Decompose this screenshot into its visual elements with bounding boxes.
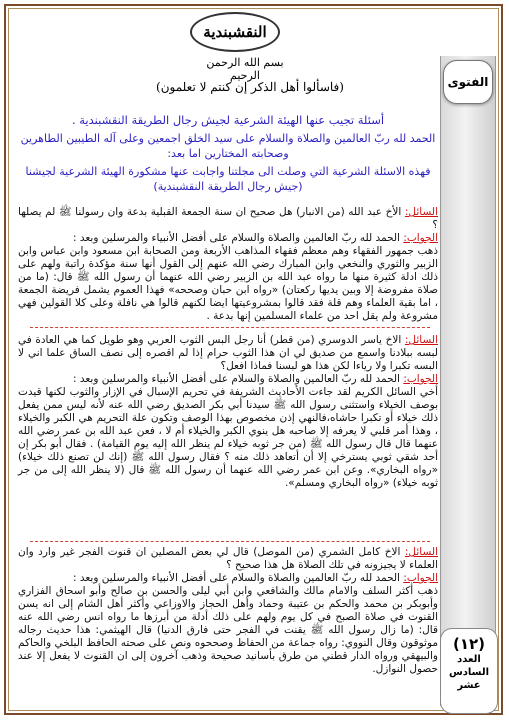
q3-answer-label: الجواب: (403, 572, 438, 584)
issue-badge (440, 628, 498, 714)
q2-block (18, 334, 438, 490)
q1-answer: ذهب جمهور الفقهاء وهم معظم فقهاء المذاهب الأربعة ومن الصحابة ابن مسعود وابن عباس وابن الزبير والثوري والنخعي وابن المبارك رضي الله عنهم إلى القول أنها سنة مؤكدة راتبة ولهم على ذلك ادلة كثيرة منها ما رواه عبد الله بن الزبير رضي الله عنهما أن رسول الله ﷺ قال: (ما من صلاة مفروضة إلا وبين يديها ركعتان) «رواه ابن حبان وصححه» فهذا العموم يشمل فريضة الجمعة ، اما بقية العلماء وهم قلة فقد قالوا بمشروعيتها ايضا لكنهم قالوا هي نافلة وعلى كلا القولين فهي مشروعة ولم يقل احد من علماء المسلمين إنها بدعة . (18, 245, 438, 322)
separator-1 (30, 327, 430, 328)
q3-asker-label: السائل: (404, 546, 438, 558)
q3-answer: ذهب أكثر السلف والامام مالك والشافعي وابن أبي ليلى والحسن بن صالح وأبو اسحاق الفزاري وأبوبكر بن محمد والحكم بن عتيبة وحماد وأهل الحجاز والاوزاعي وأكثر أهل الشام إلى انه يسن القنوت في صلاة الصبح في كل يوم ولهم على ذلك أدلة من أبرزها ما رواه انس رضي الله عنه قال: (ما زال رسول الله ﷺ يقنت في الفجر حتى فارق الدنيا) قال الهيثمي: هذا حديث رجاله موثوقون وقال النووي: رواه جماعة من الحفاظ وصححوه ونص على صحته الحافظ البلخي والحاكم والبيهقي ورواه الدار قطني من طرق بأسانيد صحيحة وذهب آخرون إلى ان القنوت لا يفعل إلا عند حصول النوازل. (18, 585, 438, 675)
q2-answer-intro: الحمد لله ربّ العالمين والصلاة والسلام على أفضل الأنبياء والمرسلين وبعد : (72, 373, 400, 385)
q2-question: الاخ ياسر الدوسري (من قطر) أنا رجل البس الثوب العربي وهو طويل كما هي العادة في لبسه ببلادنا واسمع من صديق لي ان هذا الثوب حرام إذا لم اقصره إلى نصف الساق علما اني لا البسه تكبرا ولا رياءا لكن هذا هو لبسنا فماذا افعل؟ (18, 334, 438, 372)
sidebar-strip (440, 56, 496, 706)
q3-block (18, 546, 438, 676)
basmala: بسم الله الرحمن الرحيم (206, 56, 284, 82)
issue-label-2: السادس (448, 667, 490, 678)
q3-answer-intro: الحمد لله ربّ العالمين والصلاة والسلام على أفضل الأنبياء والمرسلين وبعد : (72, 572, 400, 584)
page-number: (١٢) (452, 635, 486, 653)
section-tab: الفتوى (443, 60, 493, 104)
quran-verse: (فاسألوا أهل الذكر إن كنتم لا تعلمون) (156, 80, 344, 94)
intro-line-3: فهذه الاسئلة الشرعية التي وصلت الى مجلتنا واجابت عنها مشكورة الهيئة الشرعية لجيشنا (جيش رجال الطريقة النقشبندية) (25, 165, 431, 193)
q1-asker-label: السائل: (404, 206, 438, 218)
q2-answer-label: الجواب: (403, 373, 438, 385)
q1-block (18, 206, 438, 323)
issue-label-3: عشر (457, 680, 481, 691)
q1-answer-intro: الحمد لله ربّ العالمين والصلاة والسلام على أفضل الأنبياء والمرسلين وبعد : (72, 232, 400, 244)
intro-line-2: الحمد لله ربّ العالمين والصلاة والسلام على سيد الخلق اجمعين وعلى آله الطيبين الطاهرين وصحابته المختارين اما بعد: (20, 132, 436, 160)
q2-asker-label: السائل: (404, 334, 438, 346)
intro-line-1: أسئلة تجيب عنها الهيئة الشرعية لجيش رجال الطريقة النقشبندية . (71, 113, 385, 127)
q1-answer-label: الجواب: (403, 232, 438, 244)
logo: النقشبندية (190, 12, 280, 52)
separator-2 (30, 541, 430, 542)
q2-answer: أخي السائل الكريم لقد جاءت الأحاديث الشريفة في تحريم الإسبال في الإزار والثوب لكنها قيدت بوصف الخيلاء واستثنى رسول الله ﷺ سيدنا أبي بكر الصديق رضي الله عنه لأنه ليس ممن يفعل ذلك خيلاء أو تكبرا حاشاه،فالنهي إذن مخصوص بهذا الوصف وتكون علة التحريم هي الكبر والخيلاء ، وهذا أمر قلبي لا يعرفه إلا صاحبه هل ينوي الكبر والخيلاء أم لا ، فعن عبد الله بن عمر رضي الله عنهما قال قال رسول الله ﷺ (من جر ثوبه خيلاء لم ينظر الله إليه يوم القيامة) . فقال أبو بكر إن أحد شقي ثوبي يسترخي إلا أن أتعاهد ذلك منه ؟ فقال رسول الله ﷺ (إنك لن تصنع ذلك خيلاء) «رواه البخاري». وعن ابن عمر رضي الله عنهما أن رسول الله ﷺ قال (لا ينظر الله إلى من جر ثوبه خيلاء) «رواه البخاري ومسلم». (18, 386, 438, 489)
issue-label: العدد (457, 654, 481, 665)
q1-question: الأخ عبد الله (من الانبار) هل صحيح ان سنة الجمعة القبلية بدعة وان رسولنا ﷺ لم يصلها ؟ (18, 206, 438, 231)
q3-question: الاخ كامل الشمري (من الموصل) قال لي بعض المصلين ان قنوت الفجر غير وارد وان العلماء لا يجيزونه في تلك الصلاة هل هذا صحيح ؟ (18, 546, 438, 571)
